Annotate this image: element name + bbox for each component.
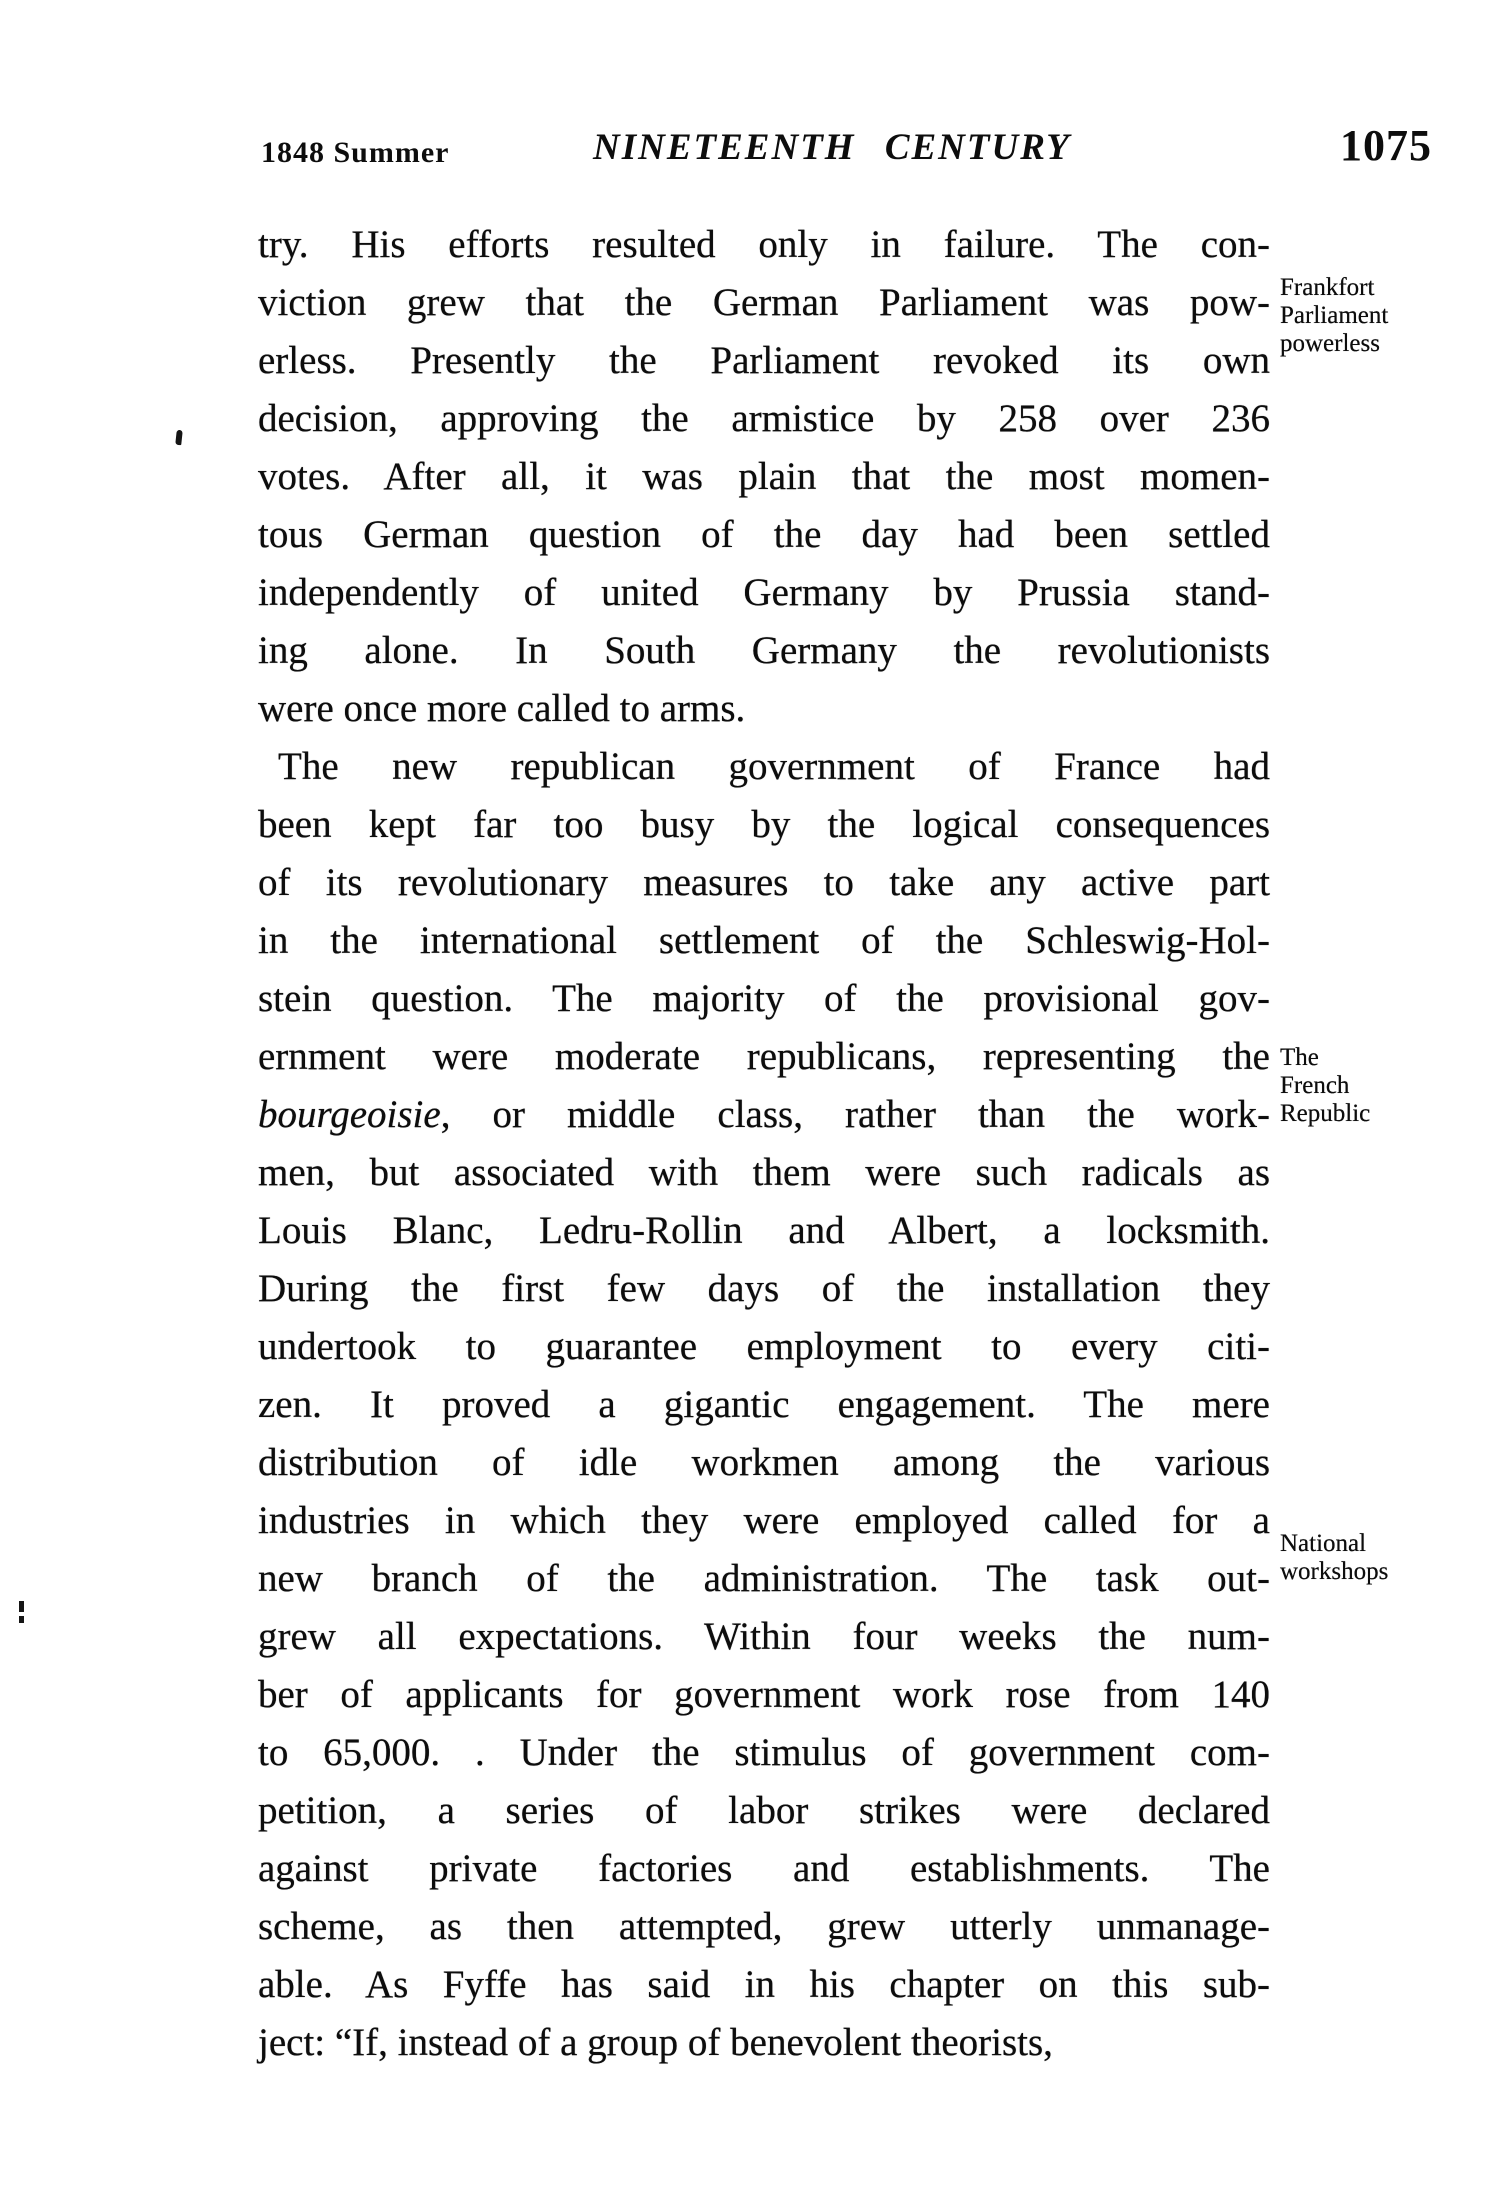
body-line: men, but associated with them were such radicals as — [258, 1151, 1270, 1194]
margin-note-line: workshops — [1280, 1558, 1389, 1585]
margin-note-line: Republic — [1280, 1100, 1371, 1127]
body-line: against private factories and establishments. The — [258, 1847, 1270, 1890]
margin-note-line: Frankfort — [1280, 274, 1375, 301]
body-line: were once more called to arms. — [258, 687, 746, 730]
body-line: try. His efforts resulted only in failure. The con- — [258, 223, 1270, 266]
body-text-column — [258, 216, 1270, 2072]
body-line: tous German question of the day had been settled — [258, 513, 1270, 556]
body-line: grew all expectations. Within four weeks the num- — [258, 1615, 1270, 1658]
body-line: independently of united Germany by Prussia stand- — [258, 571, 1270, 614]
body-line: petition, a series of labor strikes were declared — [258, 1789, 1270, 1832]
running-title: NINETEENTH CENTURY — [593, 127, 1071, 168]
margin-note-frankfort-parliament — [1280, 274, 1480, 358]
body-line-paragraph-start: The new republican government of France had — [278, 745, 1270, 788]
body-line-last: ject: “If, instead of a group of benevolent theorists, — [258, 2021, 1053, 2064]
body-line: erless. Presently the Parliament revoked its own — [258, 339, 1270, 382]
body-line: decision, approving the armistice by 258 over 236 — [258, 397, 1270, 440]
body-line: industries in which they were employed called for a — [258, 1499, 1270, 1542]
body-line: During the first few days of the installation they — [258, 1267, 1270, 1310]
body-line: been kept far too busy by the logical consequences — [258, 803, 1270, 846]
italic-word: bourgeoisie — [258, 1093, 441, 1136]
body-line: able. As Fyffe has said in his chapter on this sub- — [258, 1963, 1270, 2006]
body-line-rest: , or middle class, rather than the work- — [440, 1093, 1270, 1136]
body-line-with-italic — [258, 1086, 1270, 1144]
header-date: 1848 Summer — [261, 136, 450, 169]
body-line: of its revolutionary measures to take any active part — [258, 861, 1270, 904]
margin-note-line: French — [1280, 1072, 1350, 1099]
body-line: scheme, as then attempted, grew utterly unmanage- — [258, 1905, 1270, 1948]
scan-speck — [175, 430, 183, 446]
body-line: undertook to guarantee employment to every citi- — [258, 1325, 1270, 1368]
body-line: viction grew that the German Parliament was pow- — [258, 281, 1270, 324]
body-line: ing alone. In South Germany the revolutionists — [258, 629, 1270, 672]
body-line: zen. It proved a gigantic engagement. The mere — [258, 1383, 1270, 1426]
body-line: distribution of idle workmen among the various — [258, 1441, 1270, 1484]
page-number: 1075 — [1340, 121, 1432, 170]
body-line: ber of applicants for government work rose from 140 — [258, 1673, 1270, 1716]
body-line: votes. After all, it was plain that the most momen- — [258, 455, 1270, 498]
body-line: stein question. The majority of the provisional gov- — [258, 977, 1270, 1020]
margin-note-line: National — [1280, 1530, 1367, 1557]
margin-note-line: powerless — [1280, 330, 1380, 357]
body-line: in the international settlement of the Schleswig-Hol- — [258, 919, 1270, 962]
margin-note-french-republic — [1280, 1044, 1480, 1128]
margin-note-line: The — [1280, 1044, 1319, 1071]
margin-note-national-workshops — [1280, 1530, 1480, 1586]
margin-note-line: Parliament — [1280, 302, 1389, 329]
body-line: to 65,000. . Under the stimulus of government com- — [258, 1731, 1270, 1774]
scan-speck — [19, 1601, 24, 1612]
body-line: ernment were moderate republicans, representing the — [258, 1035, 1270, 1078]
body-line: Louis Blanc, Ledru-Rollin and Albert, a locksmith. — [258, 1209, 1270, 1252]
body-line: new branch of the administration. The task out- — [258, 1557, 1270, 1600]
scan-speck — [19, 1616, 24, 1623]
